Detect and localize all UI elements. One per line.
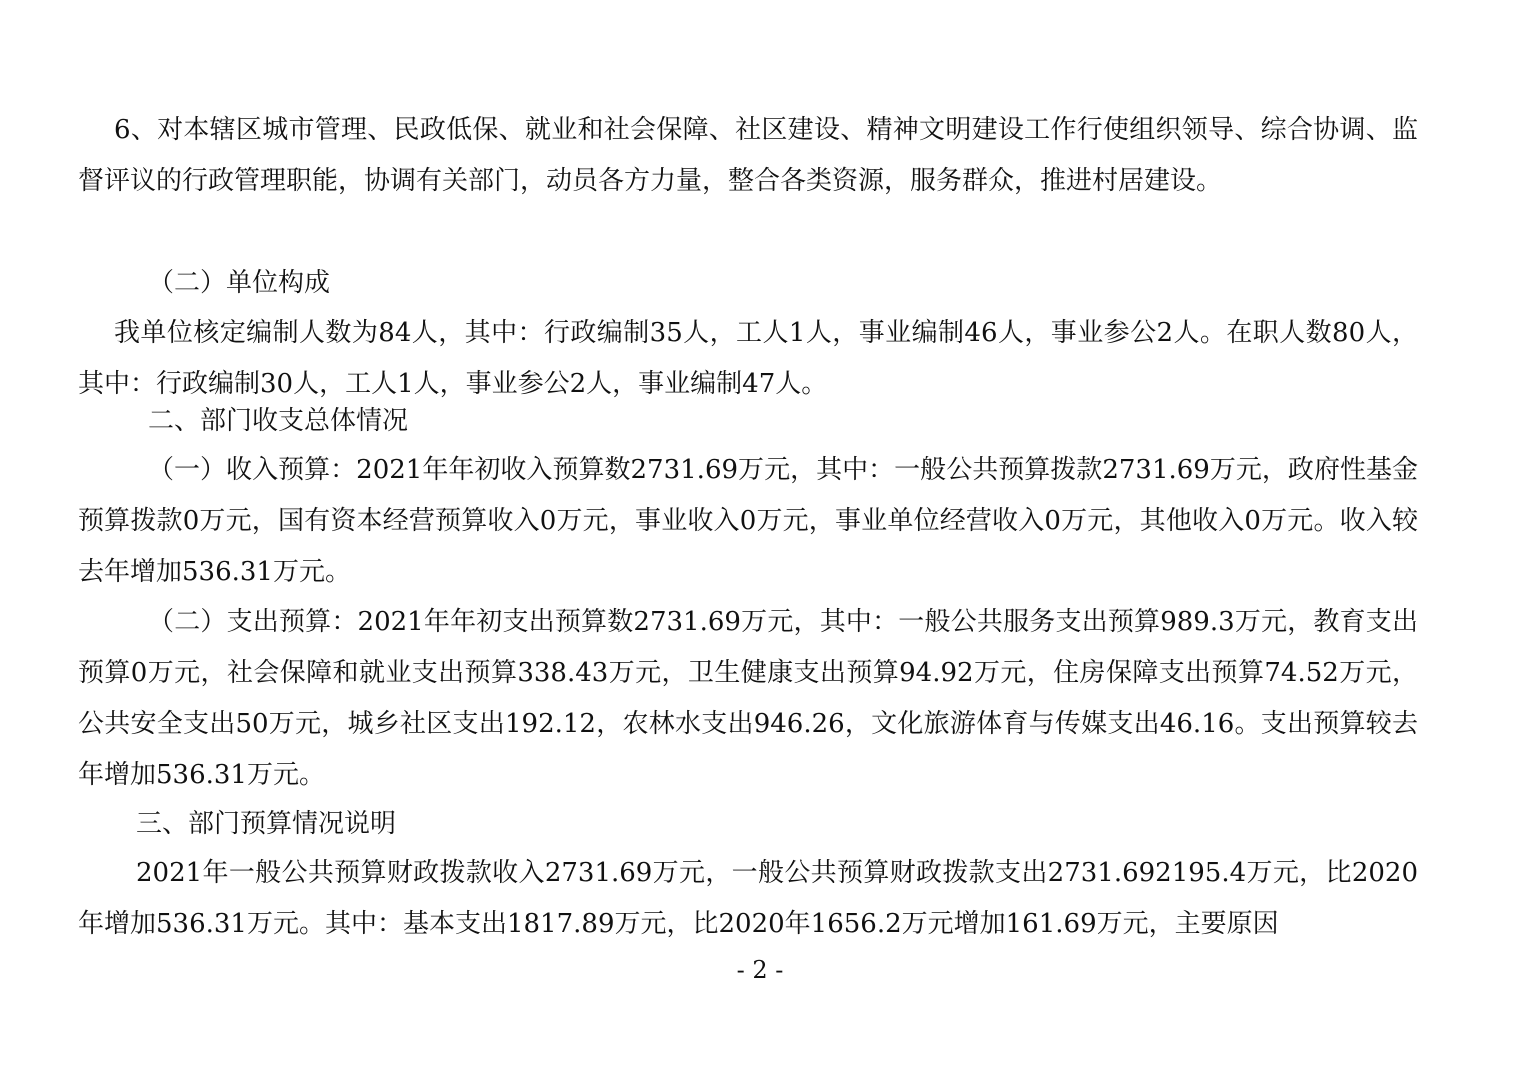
section-heading-budget-explanation: 三、部门预算情况说明 <box>136 809 397 839</box>
page-number: - 2 - <box>736 956 784 984</box>
paragraph-revenue-budget: （一）收入预算：2021年年初收入预算数2731.69万元，其中：一般公共预算拨款2731.69万元，政府性基金预算拨款0万元，国有资本经营预算收入0万元，事业收入0万元，事业单位经营收入0万元，其他收入0万元。收入较去年增加536.31万元。 <box>78 455 1418 587</box>
paragraph-staffing: 我单位核定编制人数为84人，其中：行政编制35人，工人1人，事业编制46人，事业参公2人。在职人数80人，其中：行政编制30人，工人1人，事业参公2人，事业编制47人。 <box>78 318 1418 399</box>
paragraph-budget-explanation: 2021年一般公共预算财政拨款收入2731.69万元，一般公共预算财政拨款支出2731.692195.4万元，比2020年增加536.31万元。其中：基本支出1817.89万元，比2020年1656.2万元增加161.69万元，主要原因 <box>78 858 1418 939</box>
section-heading-unit-composition: （二）单位构成 <box>148 268 331 298</box>
section-heading-revenue-expenditure: 二、部门收支总体情况 <box>148 406 409 436</box>
paragraph-expenditure-budget: （二）支出预算：2021年年初支出预算数2731.69万元，其中：一般公共服务支出预算989.3万元，教育支出预算0万元，社会保障和就业支出预算338.43万元，卫生健康支出预算94.92万元，住房保障支出预算74.52万元，公共安全支出50万元，城乡社区支出192.12，农林水支出946.26，文化旅游体育与传媒支出46.16。支出预算较去年增加536.31万元。 <box>78 607 1418 790</box>
paragraph-duties-6: 6、对本辖区城市管理、民政低保、就业和社会保障、社区建设、精神文明建设工作行使组织领导、综合协调、监督评议的行政管理职能，协调有关部门，动员各方力量，整合各类资源，服务群众，推进村居建设。 <box>78 115 1418 196</box>
